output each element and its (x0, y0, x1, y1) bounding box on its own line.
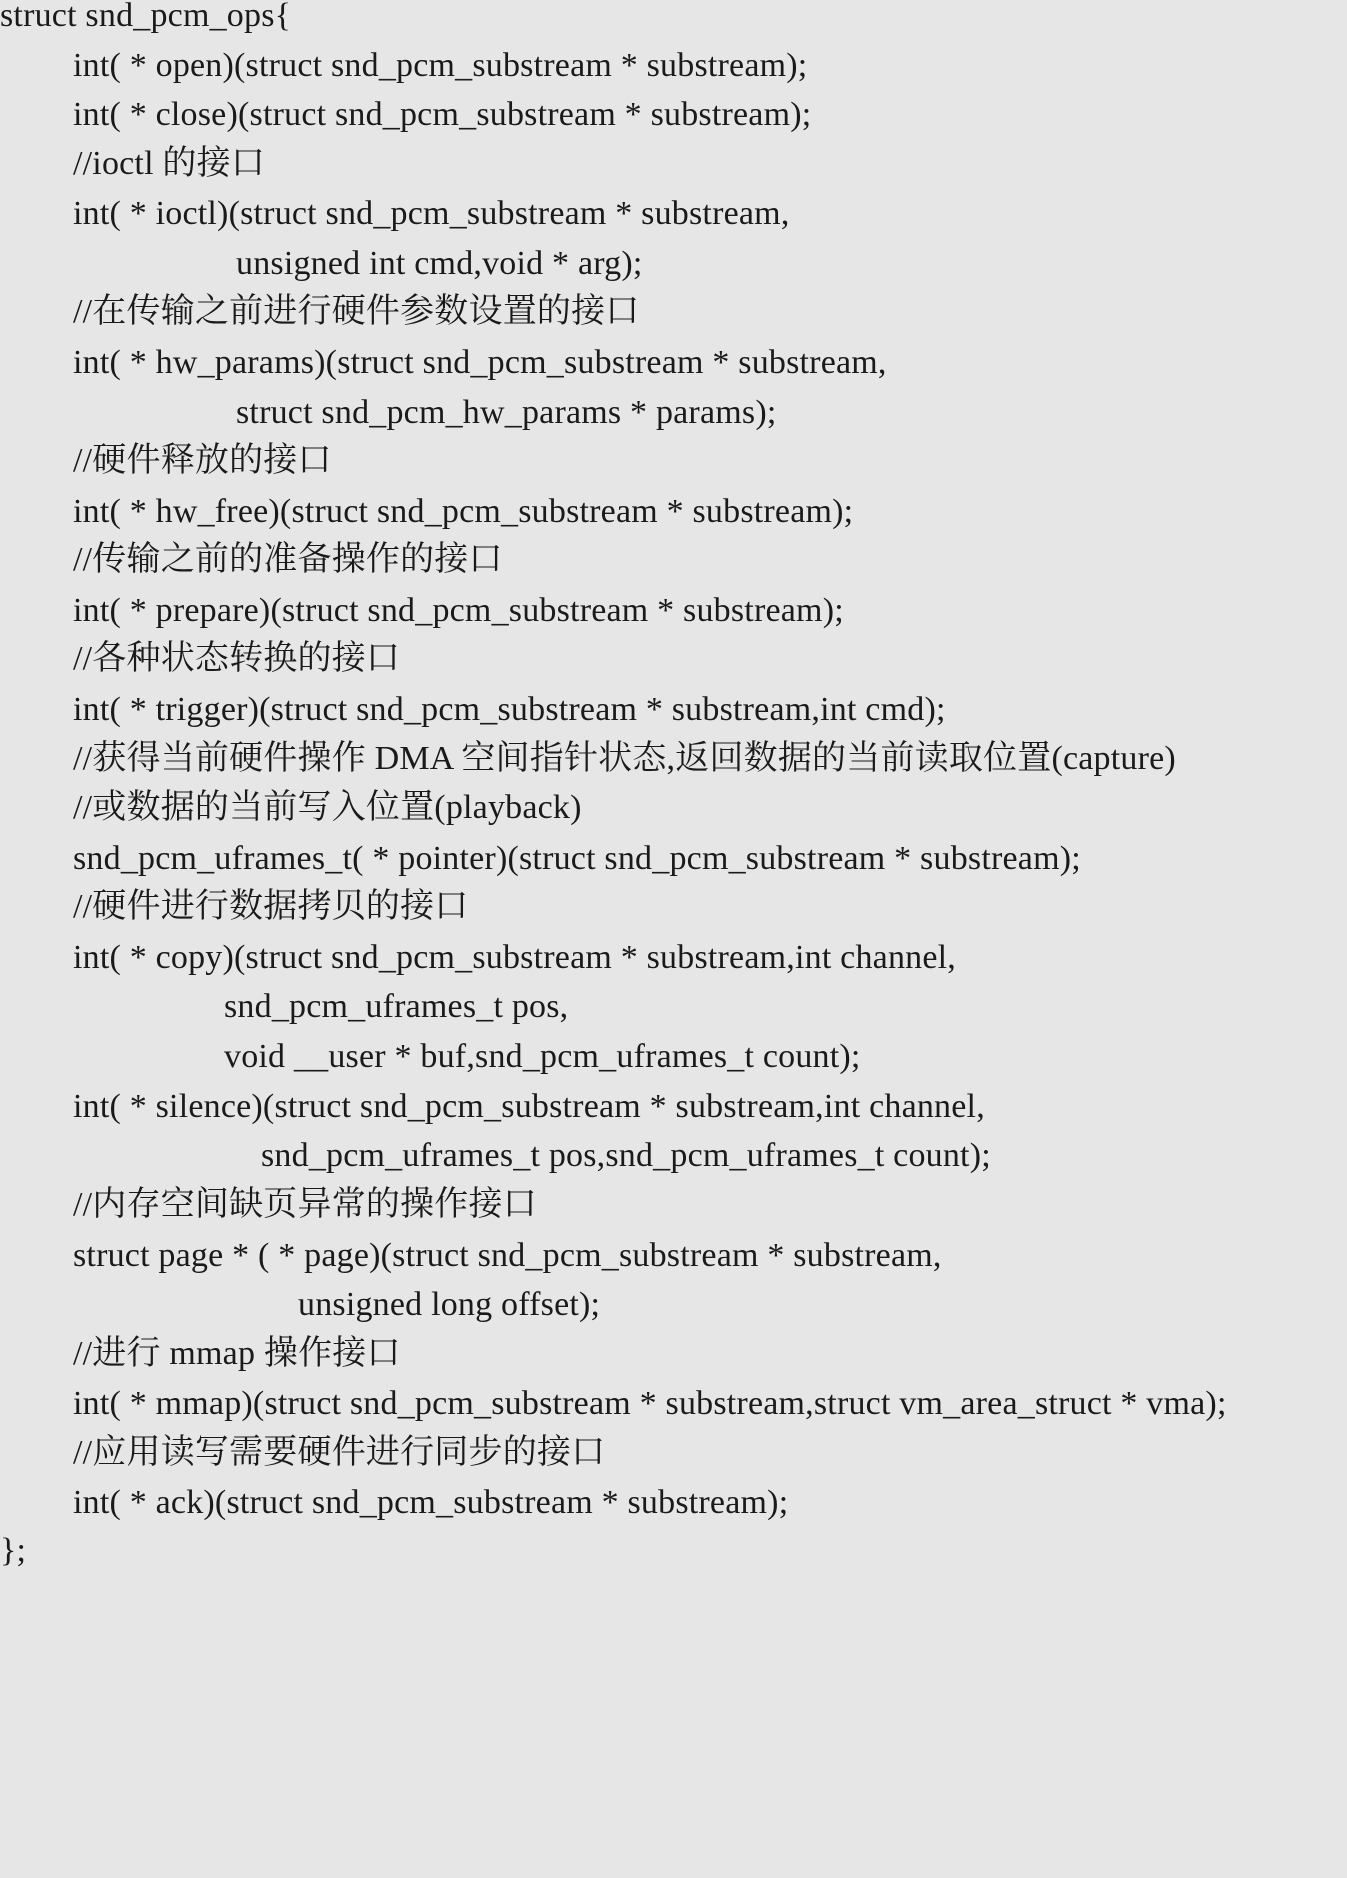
code-line: int( * copy)(struct snd_pcm_substream * substream,int channel, (73, 939, 956, 976)
code-line: int( * trigger)(struct snd_pcm_substream * substream,int cmd); (73, 691, 946, 728)
code-comment: //硬件释放的接口 (73, 442, 332, 479)
code-comment: //进行 mmap 操作接口 (73, 1335, 401, 1372)
code-line: int( * open)(struct snd_pcm_substream * substream); (73, 47, 808, 84)
code-line: snd_pcm_uframes_t( * pointer)(struct snd_pcm_substream * substream); (73, 840, 1081, 877)
code-comment: //硬件进行数据拷贝的接口 (73, 888, 469, 925)
code-line: unsigned int cmd,void * arg); (236, 245, 643, 282)
code-line: struct snd_pcm_ops{ (0, 0, 292, 34)
code-comment: //内存空间缺页异常的操作接口 (73, 1186, 537, 1223)
code-comment: //获得当前硬件操作 DMA 空间指针状态,返回数据的当前读取位置(capture) (73, 740, 1176, 777)
code-comment: //在传输之前进行硬件参数设置的接口 (73, 293, 640, 330)
code-line: snd_pcm_uframes_t pos,snd_pcm_uframes_t count); (261, 1137, 991, 1174)
code-line: int( * close)(struct snd_pcm_substream * substream); (73, 96, 812, 133)
code-line: int( * hw_free)(struct snd_pcm_substream * substream); (73, 493, 854, 530)
code-line: snd_pcm_uframes_t pos, (224, 988, 569, 1025)
code-comment: //传输之前的准备操作的接口 (73, 541, 503, 578)
code-comment: //应用读写需要硬件进行同步的接口 (73, 1434, 606, 1471)
code-line: int( * mmap)(struct snd_pcm_substream * substream,struct vm_area_struct * vma); (73, 1385, 1227, 1422)
code-line: }; (0, 1532, 27, 1569)
code-comment: //ioctl 的接口 (73, 145, 266, 182)
code-line: int( * ack)(struct snd_pcm_substream * substream); (73, 1484, 789, 1521)
code-comment: //各种状态转换的接口 (73, 640, 401, 677)
code-line: int( * prepare)(struct snd_pcm_substream * substream); (73, 592, 844, 629)
code-line: int( * silence)(struct snd_pcm_substream * substream,int channel, (73, 1088, 985, 1125)
code-line: int( * ioctl)(struct snd_pcm_substream * substream, (73, 195, 790, 232)
code-line: unsigned long offset); (298, 1286, 601, 1323)
code-line: struct page * ( * page)(struct snd_pcm_substream * substream, (73, 1237, 942, 1274)
code-line: struct snd_pcm_hw_params * params); (236, 394, 777, 431)
code-line: int( * hw_params)(struct snd_pcm_substream * substream, (73, 344, 887, 381)
code-line: void __user * buf,snd_pcm_uframes_t count); (224, 1038, 861, 1075)
code-comment: //或数据的当前写入位置(playback) (73, 789, 582, 826)
